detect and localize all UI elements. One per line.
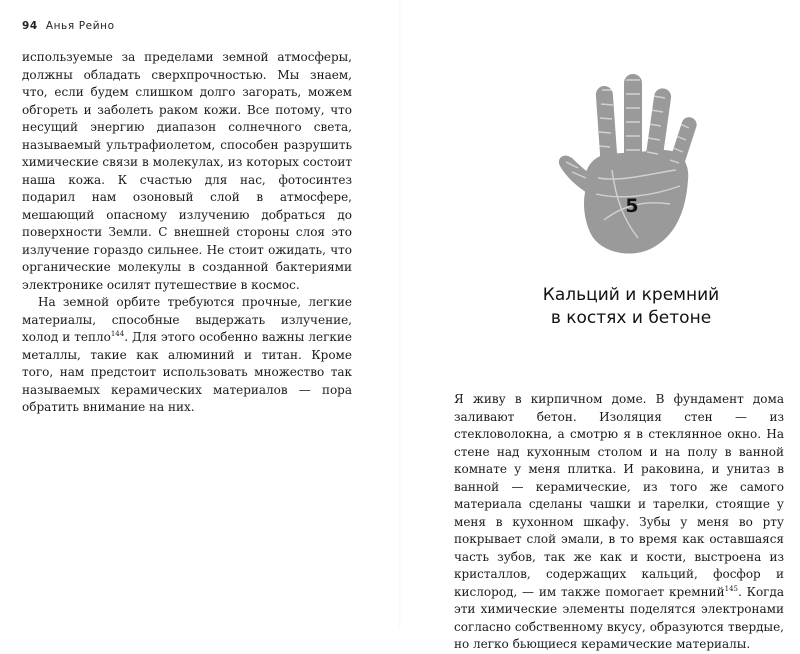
page-number: 94	[22, 20, 38, 32]
footnote-marker: 145	[724, 584, 739, 593]
footnote-marker: 144	[110, 330, 125, 338]
paragraph	[454, 391, 784, 654]
paragraph-text-continued: . Когда эти химические элементы поделятся электронами согласно собственному вкусу, образуются твердые, но легко бьющиеся керамические материалы.	[454, 584, 784, 651]
paragraph	[22, 49, 352, 294]
handprint-icon	[552, 70, 712, 260]
running-head-author: Анья Рейно	[45, 20, 115, 32]
running-head	[22, 20, 115, 32]
right-body-text	[454, 391, 784, 654]
paragraph-text: На земной орбите требуются прочные, легкие материалы, способные выдержать излучение, холод и тепло	[22, 295, 352, 344]
paragraph-text-continued: . Для этого особенно важны легкие металлы, такие как алюминий и титан. Кроме того, нам предстоит использовать множество так называемых керамических материалов — пора обратить внимание на них.	[22, 330, 352, 414]
chapter-number: 5	[625, 195, 639, 217]
right-page	[400, 0, 800, 651]
left-page	[0, 0, 400, 628]
paragraph	[22, 294, 352, 417]
paragraph-text: Я живу в кирпичном доме. В фундамент дома заливают бетон. Изоляция стен — из стекловолокна, а смотрю я в стеклянное окно. На стене над кухонным столом и на полу в ванной комнате у меня плитка. И раковина, и унитаз в ванной — керамические, из того же самого материала сделаны чашки и тарелки, стоящие у меня в кухонном шкафу. Зубы у меня во рту покрывает слой эмали, в то время как оставшаяся часть зубов, так же как и кости, выстроена из кристаллов, содержащих кальций, фосфор и кислород, — им также помогает кремний	[454, 392, 784, 599]
chapter-title-line: в костях и бетоне	[550, 308, 712, 328]
left-body-text	[22, 49, 352, 417]
chapter-title-line: Кальций и кремний	[542, 285, 720, 305]
chapter-title	[500, 284, 762, 330]
paragraph-text: используемые за пределами земной атмосферы, должны обладать сверхпрочностью. Мы знаем, что, если будем слишком долго загорать, можем обгореть и заболеть раком кожи. Все потому, что несущий энергию диапазон солнечного света, называемый ультрафиолетом, способен разрушить химические связи в молекулах, из которых состоит наша кожа. К счастью для нас, фотосинтез подарил нам озоновый слой в атмосфере, мешающий опасному излучению добраться до поверхности Земли. С внешней стороны слоя это излучение гораздо сильнее. Не стоит ожидать, что органические молекулы в созданной бактериями электронике осилят путешествие в космос.	[22, 50, 352, 292]
